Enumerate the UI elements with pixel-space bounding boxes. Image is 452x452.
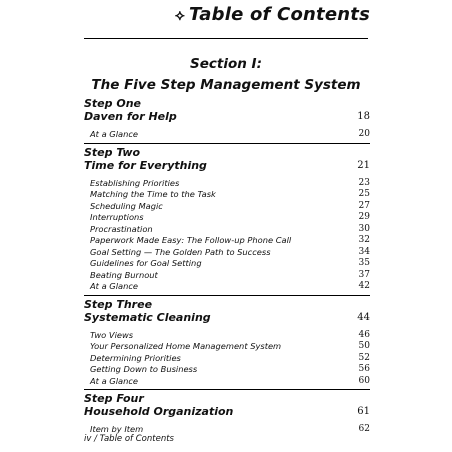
entry-page-number: 25 — [358, 189, 370, 199]
chapter-page-number: 21 — [357, 159, 370, 171]
chapter-title: Household Organization — [84, 405, 234, 418]
entry-page-number: 46 — [358, 329, 370, 340]
chapter-page-number: 61 — [357, 406, 370, 417]
chapter-entry[interactable] — [84, 110, 370, 123]
entry-page-number: 29 — [358, 212, 370, 222]
entry-title: At a Glance — [90, 281, 139, 291]
chapter-page-number: 44 — [357, 311, 370, 323]
step-label: Step One — [84, 97, 141, 110]
page-title: Table of Contents — [188, 4, 370, 25]
toc-entry[interactable] — [84, 341, 370, 353]
toc-entry[interactable] — [84, 201, 370, 213]
section-title: The Five Step Management System — [91, 77, 361, 93]
chapter-entry[interactable] — [84, 405, 370, 418]
entry-title: Procrastination — [90, 223, 153, 234]
toc-entry[interactable] — [84, 258, 370, 270]
page-footer: iv / Table of Contents — [84, 434, 174, 444]
entry-page-number: 56 — [358, 364, 370, 374]
step-label: Step Three — [84, 297, 153, 311]
entry-page-number: 37 — [358, 269, 370, 280]
toc-step-group — [84, 98, 370, 141]
entry-page-number: 42 — [358, 281, 370, 291]
entry-page-number: 27 — [358, 200, 370, 211]
chapter-title: Systematic Cleaning — [84, 310, 211, 324]
entry-title: Goal Setting — The Golden Path to Success — [90, 246, 271, 257]
chapter-page-number: 18 — [357, 111, 370, 122]
entry-page-number: 52 — [358, 352, 370, 363]
toc-entry[interactable] — [84, 353, 370, 365]
chapter-title: Time for Everything — [84, 158, 207, 172]
entry-title: Interruptions — [90, 212, 144, 222]
entry-title: Getting Down to Business — [90, 364, 198, 374]
entry-title: Scheduling Magic — [90, 200, 163, 211]
chapter-entry[interactable] — [84, 311, 370, 324]
toc-step-group — [84, 389, 370, 436]
entry-title: Two Views — [90, 329, 134, 340]
entry-title: At a Glance — [90, 129, 139, 139]
entry-page-number: 62 — [358, 424, 370, 434]
entry-title: Determining Priorities — [90, 352, 181, 363]
entry-page-number: 60 — [358, 375, 370, 386]
toc-entry[interactable] — [84, 376, 370, 388]
step-divider — [84, 295, 370, 296]
entry-title: Beating Burnout — [90, 269, 158, 280]
section-label: Section I: — [190, 56, 262, 72]
entry-page-number: 35 — [358, 258, 370, 268]
toc-entry[interactable] — [84, 178, 370, 190]
toc-entry[interactable] — [84, 212, 370, 224]
entry-title: Establishing Priorities — [90, 177, 180, 188]
step-label: Step Two — [84, 145, 141, 159]
entry-title: Guidelines for Goal Setting — [90, 258, 202, 268]
entry-title: Paperwork Made Easy: The Follow-up Phone Call — [90, 235, 292, 245]
chapter-entry[interactable] — [84, 159, 370, 172]
step-label: Step Four — [84, 392, 144, 405]
toc-entry[interactable] — [84, 189, 370, 201]
toc-entry[interactable] — [84, 224, 370, 236]
entry-title: Matching the Time to the Task — [90, 189, 216, 199]
toc-entry[interactable] — [84, 247, 370, 259]
toc-entry[interactable] — [84, 364, 370, 376]
entry-page-number: 30 — [358, 223, 370, 234]
entry-page-number: 34 — [358, 246, 370, 257]
step-divider — [84, 389, 370, 390]
toc-entry[interactable] — [84, 235, 370, 247]
chapter-title: Daven for Help — [84, 110, 177, 123]
header-rule — [84, 38, 368, 39]
toc-step-group — [84, 295, 370, 388]
step-divider — [84, 143, 370, 144]
toc-entry[interactable] — [84, 281, 370, 293]
entry-page-number: 32 — [358, 235, 370, 245]
toc-entry[interactable] — [84, 270, 370, 282]
entry-title: Item by Item — [90, 424, 144, 434]
entry-title: At a Glance — [90, 375, 139, 386]
page-header — [175, 4, 370, 25]
entry-page-number: 20 — [358, 129, 370, 139]
toc-list — [84, 98, 370, 436]
entry-page-number: 23 — [358, 177, 370, 188]
toc-step-group — [84, 143, 370, 293]
toc-entry[interactable] — [84, 330, 370, 342]
entry-title: Your Personalized Home Management System — [90, 341, 282, 351]
ornament-icon: ⟡ — [174, 5, 185, 24]
toc-entry[interactable] — [84, 129, 370, 141]
entry-page-number: 50 — [358, 341, 370, 351]
